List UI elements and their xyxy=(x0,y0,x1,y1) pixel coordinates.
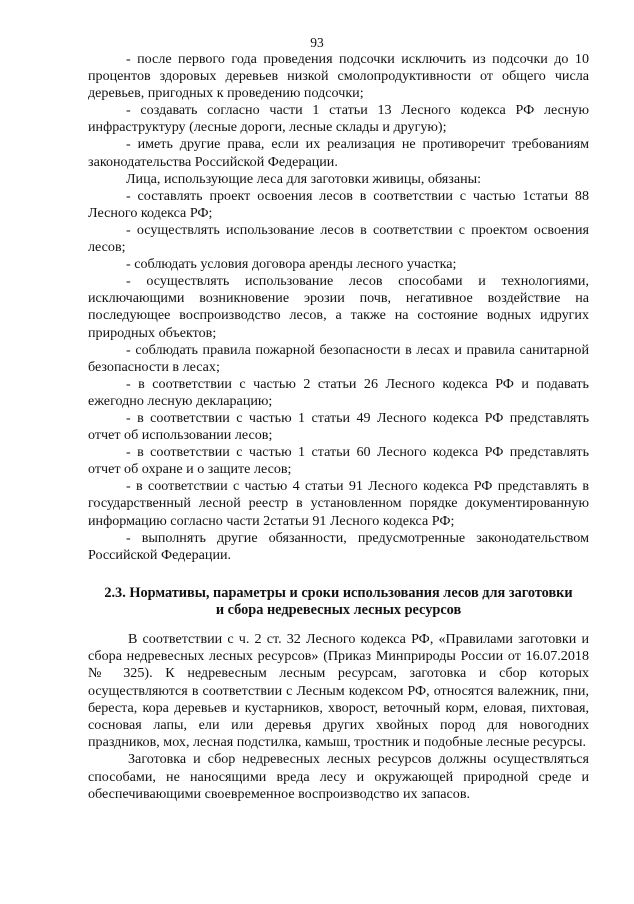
list-item: - после первого года проведения подсочки исключить из подсочки до 10 процентов здоровых деревьев низкой смолопродуктивности от общего числа деревьев, пригодных к проведению подсочки; xyxy=(88,51,589,102)
list-item: - выполнять другие обязанности, предусмотренные законодательством Российской Федерации. xyxy=(88,529,589,563)
list-item: - создавать согласно части 1 статьи 13 Лесного кодекса РФ лесную инфраструктуру (лесные дороги, лесные склады и другую); xyxy=(88,102,589,136)
rights-and-obligations-list xyxy=(88,51,589,564)
list-item: - осуществлять использование лесов в соответствии с проектом освоения лесов; xyxy=(88,221,589,256)
list-item: - в соответствии с частью 1 статьи 60 Лесного кодекса РФ представлять отчет об охране и о защите лесов; xyxy=(88,444,589,478)
list-item: - иметь другие права, если их реализация не противоречит требованиям законодательства Российской Федерации. xyxy=(88,136,589,170)
list-item: - осуществлять использование лесов способами и технологиями, исключающими возникновение эрозии почв, негативное воздействие на последующее воспроизводство лесов, а также на состояние водных идругих природных объектов; xyxy=(88,273,589,341)
body-paragraph: В соответствии с ч. 2 ст. 32 Лесного кодекса РФ, «Правилами заготовки и сбора недревесных лесных ресурсов» (Приказ Минприроды России от 16.07.2018 № 325). К недревесным лесным ресурсам, заготовка и сбор которых осуществляются в соответствии с Лесным кодексом РФ, относятся валежник, пни, береста, кора деревьев и кустарников, хворост, веточный корм, еловая, пихтовая, сосновая лапы, ели или деревья других хвойных пород для новогодних праздников, мох, лесная подстилка, камыш, тростник и подобные лесные ресурсы. xyxy=(88,631,589,751)
page-number: 93 xyxy=(310,35,324,50)
list-item: - соблюдать условия договора аренды лесного участка; xyxy=(126,256,457,273)
section-heading-line-1: 2.3. Нормативы, параметры и сроки использования лесов для заготовки xyxy=(104,585,573,601)
list-item: - в соответствии с частью 2 статьи 26 Лесного кодекса РФ и подавать ежегодно лесную декларацию; xyxy=(88,375,589,409)
body-paragraph: Заготовка и сбор недревесных лесных ресурсов должны осуществляться способами, не наносящими вреда лесу и окружающей природной среде и обеспечивающими своевременное воспроизводство их запасов. xyxy=(88,751,589,802)
section-heading-line-2: и сбора недревесных лесных ресурсов xyxy=(215,602,462,618)
list-item: - соблюдать правила пожарной безопасности в лесах и правила санитарной безопасности в лесах; xyxy=(88,341,589,375)
list-item: - составлять проект освоения лесов в соответствии с частью 1статьи 88 Лесного кодекса РФ; xyxy=(88,187,589,221)
section-body xyxy=(88,631,589,803)
list-item: - в соответствии с частью 1 статьи 49 Лесного кодекса РФ представлять отчет об использовании лесов; xyxy=(88,409,589,444)
list-item: - в соответствии с частью 4 статьи 91 Лесного кодекса РФ представлять в государственный лесной реестр в установленном порядке документированную информацию согласно части 2статьи 91 Лесного кодекса РФ; xyxy=(88,478,589,529)
section-heading xyxy=(88,585,589,619)
obligations-intro: Лица, использующие леса для заготовки живицы, обязаны: xyxy=(126,170,482,187)
